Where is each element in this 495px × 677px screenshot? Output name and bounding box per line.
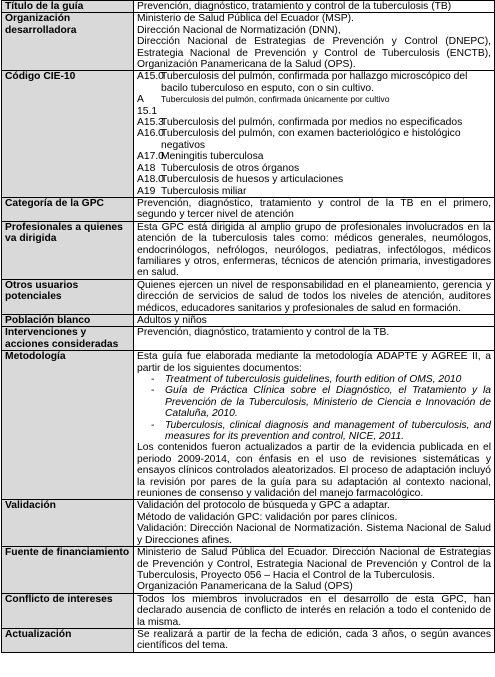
row-label: Actualización <box>2 628 134 652</box>
cie-code-item <box>137 151 491 162</box>
row-value <box>134 71 495 197</box>
row-label: Organización desarrolladora <box>2 13 134 71</box>
row-label: Intervenciones y acciones consideradas <box>2 327 134 351</box>
value-line: Dirección Nacional de Normatización (DNN), <box>137 24 341 36</box>
row-label: Conflicto de intereses <box>2 593 134 628</box>
table-row <box>2 221 495 279</box>
value-line: Validación del protocolo de búsqueda y GPC a adaptar. <box>137 500 390 512</box>
cie-code: A16.0 <box>137 128 164 140</box>
value-line: Método de validación GPC: validación por pares clínicos. <box>137 511 398 523</box>
value-line: Esta GPC está dirigida al amplio grupo de profesionales involucrados en la atención de la tuberculosis tales como: médicos generales, neumólogos, endocrinólogos, nefrólogos, neurólogos, pediatras, infectólogos, médicos familiares y otros, enfermeras, técnicos de atención primaria, investigadores en salud. <box>137 221 491 279</box>
cie-code-item <box>137 186 491 197</box>
row-label: Otros usuarios potenciales <box>2 279 134 314</box>
value-line: Quienes ejercen un nivel de responsabilidad en el planeamiento, gerencia y dirección de servicios de salud de todos los niveles de atención, auditores médicos, educadores sanitarios y profesionales de salud en formación. <box>137 279 491 314</box>
row-value <box>134 314 495 326</box>
guide-summary-table <box>1 0 495 653</box>
cie-code: A 15.1 <box>137 94 158 117</box>
row-label: Título de la guía <box>2 1 134 13</box>
methodology-intro: Esta guía fue elaborada mediante la metodología ADAPTE y AGREE II, a partir de los siguientes documentos: <box>137 351 491 374</box>
row-label: Metodología <box>2 351 134 500</box>
reference-item <box>151 385 491 419</box>
cie-code-item <box>137 174 491 185</box>
methodology-outro: Los contenidos fueron actualizados a partir de la evidencia publicada en el periodo 2009-2014, con énfasis en el uso de revisiones sistemáticas y ensayos clínicos controlados aleatorizados. El proceso de adaptación incluyó la revisión por pares de la guía para su adaptación al contexto nacional, reuniones de consenso y validación del manejo farmacológico. <box>137 442 491 500</box>
cie-code: A18.0 <box>137 174 164 186</box>
value-line: Validación: Dirección Nacional de Normatización. Sistema Nacional de Salud y Direcciones afines. <box>137 523 491 546</box>
row-value <box>134 197 495 221</box>
table-row <box>2 628 495 652</box>
value-line: Organización Panamericana de la Salud (OPS) <box>137 581 353 593</box>
cie-code-item <box>137 163 491 174</box>
cie-description: Tuberculosis del pulmón, con examen bacteriológico e histológico negativos <box>161 128 461 151</box>
reference-text: Treatment of tuberculosis guidelines, fourth edition of OMS, 2010 <box>165 374 462 385</box>
row-label: Fuente de financiamiento <box>2 547 134 594</box>
cie-description: Meningitis tuberculosa <box>161 151 264 163</box>
row-value <box>134 547 495 594</box>
cie-code-item <box>137 94 491 117</box>
row-value <box>134 500 495 547</box>
row-label: Población blanco <box>2 314 134 326</box>
value-line: Se realizará a partir de la fecha de edición, cada 3 años, o según avances científicos del tema. <box>137 628 491 652</box>
reference-list <box>137 374 491 442</box>
table-row <box>2 314 495 326</box>
row-label: Categoría de la GPC <box>2 197 134 221</box>
value-line: Adultos y niños <box>137 314 207 326</box>
reference-text: Tuberculosis, clinical diagnosis and management of tuberculosis, and measures for its prevention and control, NICE, 2011. <box>165 419 491 443</box>
row-label: Código CIE-10 <box>2 71 134 197</box>
value-line: Prevención, diagnóstico, tratamiento y control de la tuberculosis (TB) <box>137 1 452 12</box>
cie-code: A17.0 <box>137 151 164 163</box>
value-line: Ministerio de Salud Pública del Ecuador (MSP). <box>137 13 354 25</box>
value-line: Prevención, diagnóstico, tratamiento y control de la TB en el primero, segundo y tercer nivel de atención <box>137 197 491 221</box>
table-row <box>2 547 495 594</box>
cie-description: Tuberculosis de huesos y articulaciones <box>161 174 344 186</box>
cie-description: Tuberculosis de otros órganos <box>161 162 300 174</box>
cie-code: A15.0 <box>137 71 164 83</box>
value-line: Prevención, diagnóstico, tratamiento y control de la TB. <box>137 327 390 339</box>
table-row <box>2 500 495 547</box>
cie-description: Tuberculosis del pulmón, confirmada únicamente por cultivo <box>161 94 390 105</box>
table-row <box>2 1 495 13</box>
row-label: Profesionales a quienes va dirigida <box>2 221 134 279</box>
table-row <box>2 279 495 314</box>
table-row <box>2 13 495 71</box>
cie-code: A18 <box>137 162 156 174</box>
row-value <box>134 221 495 279</box>
row-value <box>134 327 495 351</box>
cie-code: A15.3 <box>137 117 164 129</box>
reference-text: Guía de Práctica Clínica sobre el Diagnóstico, el Tratamiento y la Prevención de la Tuberculosis, Ministerio de Ciencia e Innovación de Cataluña, 2010. <box>165 385 491 420</box>
value-line: Todos los miembros involucrados en el desarrollo de esta GPC, han declarado ausencia de conflicto de interés en relación a todo el contenido de la misma. <box>137 593 491 628</box>
reference-item <box>151 420 491 443</box>
row-value <box>134 13 495 71</box>
table-row <box>2 71 495 197</box>
cie-code-item <box>137 117 491 128</box>
row-label: Validación <box>2 500 134 547</box>
table-row <box>2 197 495 221</box>
row-value <box>134 1 495 13</box>
row-value <box>134 351 495 500</box>
value-line: Ministerio de Salud Pública del Ecuador. Dirección Nacional de Estrategias de Prevención y Control, Estrategia Nacional de Prevención y Control de la Tuberculosis, Proyecto 056 – Hacia el Control de la Tuberculosis. <box>137 547 491 581</box>
row-value <box>134 628 495 652</box>
cie-code-item <box>137 128 491 151</box>
cie-code-item <box>137 71 491 94</box>
row-value <box>134 593 495 628</box>
reference-item <box>151 374 491 385</box>
value-line: Dirección Nacional de Estrategias de Prevención y Control (DNEPC), Estrategia Nacional de Prevención y Control de Tuberculosis (ENCTB), Organización Panamericana de la Salud (OPS). <box>137 36 491 71</box>
cie-description: Tuberculosis del pulmón, confirmada por medios no especificados <box>161 117 463 129</box>
table-row <box>2 351 495 500</box>
cie-description: Tuberculosis miliar <box>161 185 247 197</box>
table-row <box>2 327 495 351</box>
cie-description: Tuberculosis del pulmón, confirmada por hallazgo microscópico del bacilo tuberculoso en esputo, con o sin cultivo. <box>161 71 468 94</box>
table-row <box>2 593 495 628</box>
cie-code: A19 <box>137 185 156 197</box>
row-value <box>134 279 495 314</box>
